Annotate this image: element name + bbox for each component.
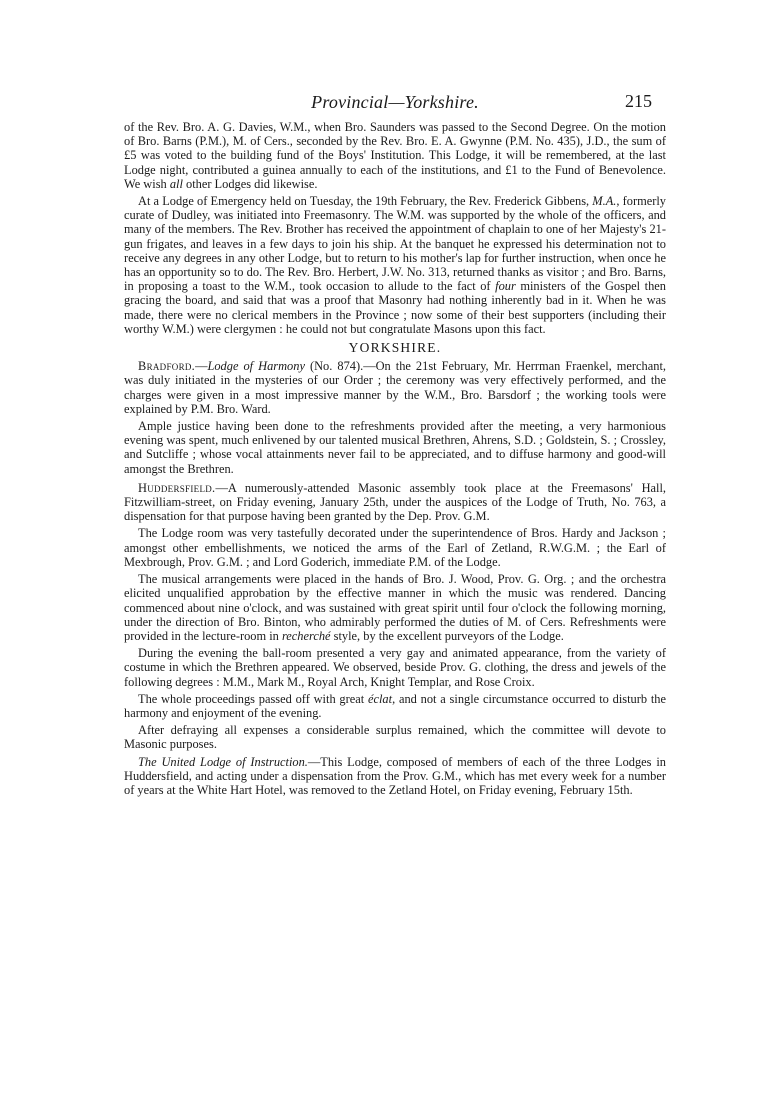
paragraph-united-lodge	[124, 755, 666, 798]
paragraph-text: ministers of the Gospel then gracing the board, and said that was a proof that Masonry had nothing inherently bad in it. When he was made, there were no clerical members in the Province ; now some of their best supporters (including their worthy W.M.) were clergymen : he could not but congratulate Masons upon this fact.	[124, 279, 666, 336]
paragraph-continuation	[124, 120, 666, 191]
paragraph-text: , formerly curate of Dudley, was initiated into Freemasonry. The W.M. was supported by the whole of the officers, and many of the members. The Rev. Brother has received the appointment of chaplain to one of her Majesty's 21-gun frigates, and leaves in a few days to join his ship. At the banquet he expressed his determination not to receive any degrees in any other Lodge, but to return to his mother's lap for further instruction, when once he has an opportunity so to do. The Rev. Bro. Herbert, J.W. No. 313, returned thanks as visitor ; and Bro. Barns, in proposing a toast to the W.M., took occasion to allude to the fact of	[124, 194, 667, 294]
place-name: Huddersfield.	[138, 480, 216, 495]
section-title: YORKSHIRE.	[348, 340, 442, 356]
paragraph-text: (No. 874).—On the 21st February, Mr. Herrman Fraenkel, merchant, was duly initiated in the mysteries of our Order ; the ceremony was very effectively performed, and the charges were given in a most impressive manner by the W.M., Bro. Barsdorf ; the working tools were explained by P.M. Bro. Ward.	[124, 359, 666, 416]
emphasis: four	[495, 279, 516, 294]
dash: —	[195, 359, 208, 374]
running-head	[124, 90, 666, 120]
emphasis: éclat	[367, 691, 393, 706]
article-body	[124, 120, 666, 797]
document-page	[124, 90, 666, 800]
paragraph-surplus	[124, 723, 666, 751]
paragraph-ball-room	[124, 646, 666, 689]
paragraph-text: During the evening the ball-room presented a very gay and animated appearance, from the variety of costume in which the Brethren appeared. We observed, beside Prov. G. clothing, the dress and jewels of the following degrees : M.M., Mark M., Royal Arch, Knight Templar, and Rose Croix.	[124, 646, 666, 689]
paragraph-music	[124, 572, 666, 643]
paragraph-proceedings	[124, 692, 666, 720]
paragraph-text: The whole proceedings passed off with great	[138, 691, 368, 706]
paragraph-huddersfield	[124, 481, 666, 524]
paragraph-refreshments	[124, 419, 666, 476]
paragraph-text: —A numerously-attended Masonic assembly took place at the Freemasons' Hall, Fitzwilliam-street, on Friday evening, January 25th, under the auspices of the Lodge of Truth, No. 763, a dispensation for that purpose having been granted by the Dep. Prov. G.M.	[124, 480, 666, 524]
paragraph-text: Ample justice having been done to the refreshments provided after the meeting, a very harmonious evening was spent, much enlivened by our talented musical Brethren, Ahrens, S.D. ; Goldstein, S. ; Crossley, and Sutcliffe ; whose vocal attainments never fail to be appreciated, and to diffuse harmony and good-will amongst the Brethren.	[124, 419, 666, 476]
paragraph-text: The musical arrangements were placed in the hands of Bro. J. Wood, Prov. G. Org. ; and the orchestra elicited unqualified approbation by the effective manner in which the music was rendered. Dancing commenced about nine o'clock, and was sustained with great spirit until four o'clock the following morning, under the direction of Bro. Binton, who admirably performed the duties of M. of Cers. Refreshments were provided in the lecture-room in	[124, 572, 666, 643]
paragraph-text: At a Lodge of Emergency held on Tuesday, the 19th February, the Rev. Frederick Gibbens,	[138, 194, 593, 209]
place-name: Bradford.	[138, 359, 196, 374]
paragraph-text: style, by the excellent purveyors of the Lodge.	[330, 628, 564, 643]
paragraph-lodge-of-emergency	[124, 194, 666, 336]
paragraph-lodge-room	[124, 526, 666, 569]
paragraph-text: other Lodges did likewise.	[182, 176, 318, 191]
lodge-name: Lodge of Harmony	[207, 359, 305, 374]
paragraph-text: of the Rev. Bro. A. G. Davies, W.M., when Bro. Saunders was passed to the Second Degree. On the motion of Bro. Barns (P.M.), M. of Cers., seconded by the Rev. Bro. E. A. Gwynne (P.M. No. 435), J.D., the sum of £5 was voted to the building fund of the Boys' Institution. This Lodge, it will be remembered, at the last Lodge night, contributed a guinea annually to each of the institutions, and £1 to the Fund of Benevolence. We wish	[124, 120, 666, 191]
lodge-name: The United Lodge of Instruction.	[138, 754, 308, 769]
paragraph-text: —This Lodge, composed of members of each of the three Lodges in Huddersfield, and acting under a dispensation from the Prov. G.M., which has met every week for a number of years at the White Hart Hotel, was removed to the Zetland Hotel, on Friday evening, February 15th.	[124, 754, 666, 797]
paragraph-text: , and not a single circumstance occurred to disturb the harmony and enjoyment of the evening.	[124, 691, 666, 720]
emphasis: M.A.	[592, 194, 617, 209]
paragraph-text: After defraying all expenses a considerable surplus remained, which the committee will devote to Masonic purposes.	[124, 723, 666, 752]
paragraph-text: The Lodge room was very tastefully decorated under the superintendence of Bros. Hardy and Jackson ; amongst other embellishments, we noticed the arms of the Earl of Zetland, R.W.G.M. ; the Earl of Mexbrough, Prov. G.M. ; and Lord Goderich, immediate P.M. of the Lodge.	[124, 526, 666, 569]
emphasis: recherché	[281, 628, 331, 643]
emphasis: all	[169, 176, 183, 191]
running-title: Provincial—Yorkshire.	[311, 92, 479, 112]
page-number: 215	[625, 91, 652, 111]
paragraph-bradford	[124, 359, 666, 416]
